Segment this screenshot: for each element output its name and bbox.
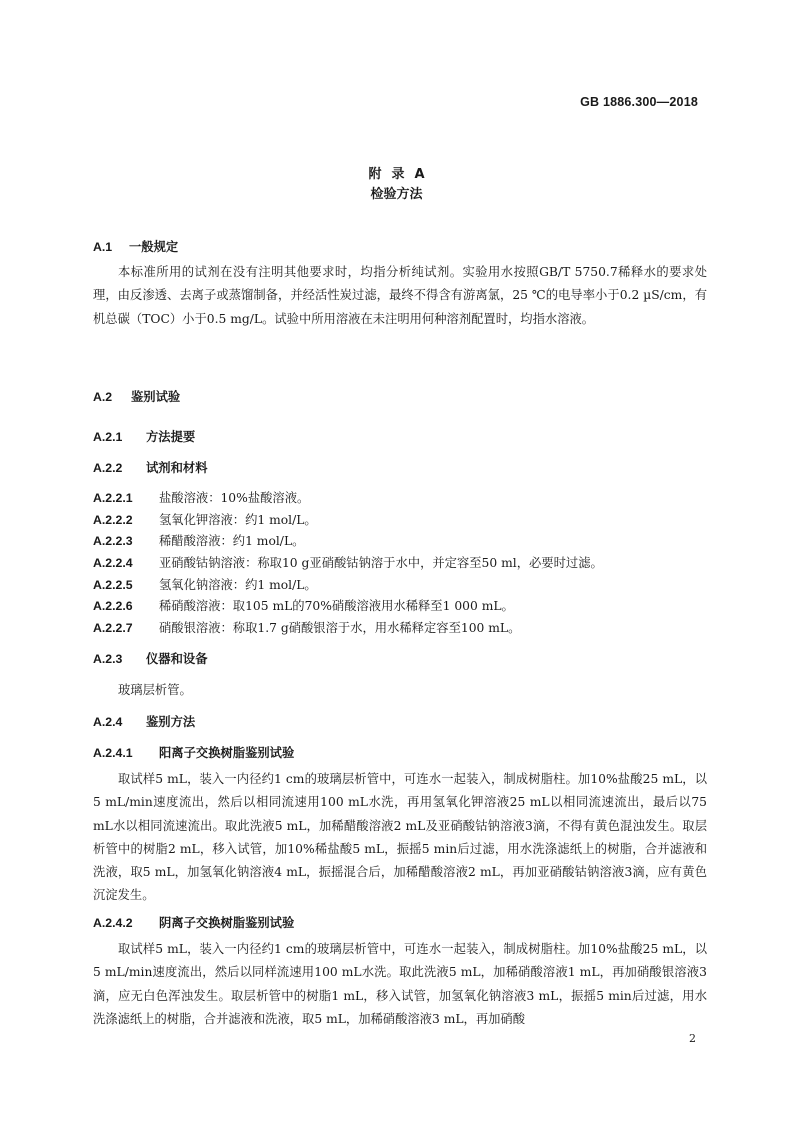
section-title: 方法提要 [146, 430, 196, 444]
reagent-item [93, 488, 309, 506]
section-heading-a2 [93, 387, 180, 405]
section-heading-a22 [93, 458, 208, 476]
item-text: 氢氧化钾溶液：约1 mol/L。 [159, 513, 317, 527]
item-number: A.2.2.6 [93, 599, 133, 613]
reagent-item [93, 575, 317, 593]
reagent-item [93, 510, 317, 528]
section-title: 仪器和设备 [146, 652, 208, 666]
item-text: 稀醋酸溶液：约1 mol/L。 [159, 534, 305, 548]
section-number: A.2.4 [93, 715, 123, 729]
section-heading-a242 [93, 913, 294, 931]
item-text: 亚硝酸钴钠溶液：称取10 g亚硝酸钴钠溶于水中，并定容至50 ml，必要时过滤。 [159, 556, 603, 570]
item-text: 盐酸溶液：10%盐酸溶液。 [159, 491, 310, 505]
item-number: A.2.2.5 [93, 578, 133, 592]
item-text: 氢氧化钠溶液：约1 mol/L。 [159, 578, 317, 592]
section-heading-a21 [93, 427, 195, 445]
section-number: A.2.4.2 [93, 916, 133, 930]
section-title: 鉴别试验 [131, 390, 181, 404]
section-heading-a241 [93, 743, 294, 761]
section-title: 阴离子交换树脂鉴别试验 [159, 916, 295, 930]
section-title: 一般规定 [129, 240, 179, 254]
section-title: 阳离子交换树脂鉴别试验 [159, 746, 295, 760]
item-number: A.2.2.7 [93, 621, 133, 635]
section-heading-a1 [93, 237, 178, 255]
reagent-item [93, 531, 304, 549]
annex-label: 附录A [368, 167, 435, 182]
item-number: A.2.2.3 [93, 534, 133, 548]
section-number: A.2.1 [93, 430, 123, 444]
section-number: A.2 [93, 390, 113, 404]
item-number: A.2.2.4 [93, 556, 133, 570]
reagent-item [93, 553, 603, 571]
paragraph-general-rules: 本标准所用的试剂在没有注明其他要求时，均指分析纯试剂。实验用水按照GB/T 5750.7稀释水的要求处理，由反渗透、去离子或蒸馏制备，并经活性炭过滤，最终不得含有游离氯，25 ℃的电导率小于0.2 µS/cm，有机总碳（TOC）小于0.5 mg/L。试验中所用溶液在未注明用何种溶剂配置时，均指水溶液。 [93, 265, 707, 326]
section-heading-a24 [93, 712, 195, 730]
item-text: 稀硝酸溶液：取105 mL的70%硝酸溶液用水稀释至1 000 mL。 [159, 599, 514, 613]
section-title: 鉴别方法 [146, 715, 196, 729]
item-number: A.2.2.1 [93, 491, 133, 505]
item-text: 硝酸银溶液：称取1.7 g硝酸银溶于水，用水稀释定容至100 mL。 [159, 621, 521, 635]
standard-code: GB 1886.300—2018 [580, 95, 698, 109]
section-title: 试剂和材料 [146, 461, 208, 475]
item-number: A.2.2.2 [93, 513, 133, 527]
section-number: A.2.3 [93, 652, 123, 666]
section-number: A.2.4.1 [93, 746, 133, 760]
annex-title: 检验方法 [370, 187, 423, 202]
reagent-item [93, 618, 520, 636]
section-heading-a23 [93, 649, 208, 667]
section-number: A.2.2 [93, 461, 123, 475]
section-number: A.1 [93, 240, 113, 254]
reagent-item [93, 596, 514, 614]
apparatus-text: 玻璃层析管。 [118, 683, 192, 697]
paragraph-cation-resin-test: 取试样5 mL，装入一内径约1 cm的玻璃层析管中，可连水一起装入，制成树脂柱。加10%盐酸25 mL，以5 mL/min速度流出，然后以相同流速用100 mL水洗，再用氢氧化钾溶液25 mL以相同流速流出，最后以75 mL水以相同流速流出。取此洗液5 mL，加稀醋酸溶液2 mL及亚硝酸钴钠溶液3滴，不得有黄色混浊发生。取层析管中的树脂2 mL，移入试管，加10%稀盐酸5 mL，振摇5 min后过滤，用水洗涤滤纸上的树脂，合并滤液和洗液，取5 mL，加氢氧化钠溶液4 mL，振摇混合后，加稀醋酸溶液2 mL，再加亚硝酸钴钠溶液3滴，应有黄色沉淀发生。 [93, 772, 707, 903]
page-number: 2 [689, 1032, 696, 1045]
paragraph-anion-resin-test: 取试样5 mL，装入一内径约1 cm的玻璃层析管中，可连水一起装入，制成树脂柱。加10%盐酸25 mL，以5 mL/min速度流出，然后以同样流速用100 mL水洗。取此洗液5 mL，加稀硝酸溶液1 mL，再加硝酸银溶液3滴，应无白色浑浊发生。取层析管中的树脂1 mL，移入试管，加氢氧化钠溶液3 mL，振摇5 min后过滤，用水洗涤滤纸上的树脂，合并滤液和洗液，取5 mL，加稀硝酸溶液3 mL，再加硝酸 [93, 942, 707, 1026]
